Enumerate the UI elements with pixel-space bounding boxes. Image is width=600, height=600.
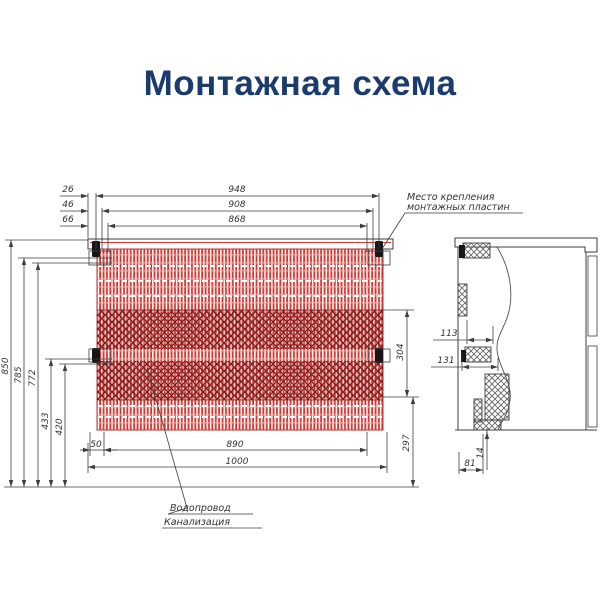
dim-420-label: 420 (55, 418, 65, 436)
dim-81-label: 81 (464, 459, 476, 469)
door-panel-upper (588, 256, 597, 336)
page-title: Монтажная схема (143, 64, 457, 103)
dim-850-label: 850 (1, 357, 11, 375)
side-strip-upper (458, 284, 467, 316)
dim-131-label: 131 (437, 356, 455, 366)
bottom-dimensions (80, 432, 387, 473)
side-plate-top (463, 243, 490, 258)
mounting-plate-mid-left (92, 348, 100, 363)
door-panel-lower (588, 346, 597, 427)
dim-26-label: 26 (62, 185, 74, 195)
dim-297-label: 297 (402, 434, 412, 452)
side-strip-lower (474, 399, 482, 422)
countertop-front (88, 239, 393, 249)
dim-46-label: 46 (62, 200, 74, 210)
dim-14-label: 14 (476, 447, 486, 459)
dim-890-label: 890 (226, 440, 244, 450)
dim-66-label: 66 (62, 215, 74, 225)
wall-hatch-area (97, 249, 383, 430)
mounting-callout-line2: монтажных пластин (407, 202, 510, 213)
side-plinth (474, 420, 501, 430)
dim-772-label: 772 (28, 369, 38, 387)
mid-gap-row-stripes (97, 349, 383, 361)
right-dimensions (383, 310, 419, 487)
plumbing-callout-line2: Канализация (164, 517, 231, 528)
mounting-callout-line1: Место крепления (407, 192, 495, 203)
plumbing-callout-line1: Водопровод (170, 503, 231, 514)
front-view (88, 239, 393, 430)
dim-948-label: 948 (228, 185, 246, 195)
dim-1000-label: 1000 (225, 457, 249, 467)
side-block-lower (485, 374, 509, 420)
side-plate-top-mark (459, 245, 465, 258)
dim-433-label: 433 (41, 412, 51, 430)
dim-785-label: 785 (14, 366, 24, 384)
side-view (455, 238, 597, 430)
dim-908-label: 908 (228, 200, 246, 210)
side-plate-mid (465, 347, 491, 362)
dim-868-label: 868 (228, 215, 246, 225)
dim-304-label: 304 (396, 343, 406, 361)
mounting-plate-mid-right (375, 348, 383, 363)
dim-113-label: 113 (440, 329, 458, 339)
dim-50-label: 50 (90, 440, 102, 450)
